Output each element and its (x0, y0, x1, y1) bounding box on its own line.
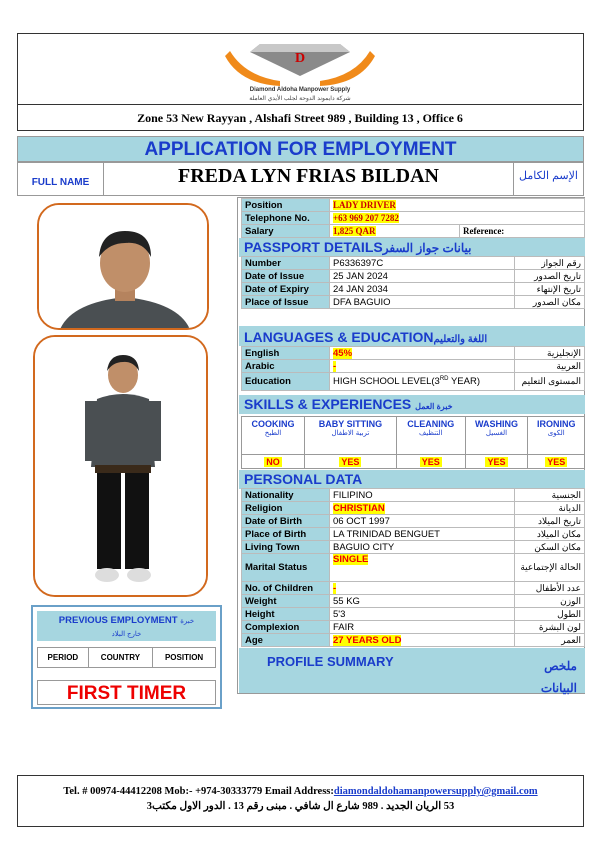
nationality-label: Nationality (242, 489, 330, 502)
portrait-photo (37, 203, 209, 330)
marital-status-value: SINGLE (333, 554, 369, 565)
previous-employment-title-ar-2: خارج البلاد (111, 631, 142, 638)
salary-label: Salary (242, 225, 330, 238)
place-of-issue-ar: مكان الصدور (515, 296, 585, 309)
passport-number-ar: رقم الجواز (515, 257, 585, 270)
religion-value: CHRISTIAN (333, 502, 385, 514)
company-name-en: Diamond Aldoha Manpower Supply (249, 87, 351, 93)
skill-cleaning-ar: التنظيف (419, 430, 443, 437)
arabic-label: Arabic (242, 360, 330, 373)
reference-label: Reference: (460, 225, 585, 238)
company-name-ar: شركة دايموند الدوحة لجلب الأيدي العاملة (249, 96, 351, 102)
passport-table (241, 256, 585, 309)
languages-title: LANGUAGES & EDUCATION (244, 329, 434, 345)
living-town-value: BAGUIO CITY (330, 541, 515, 554)
col-position: POSITION (153, 648, 216, 668)
full-body-photo (33, 335, 208, 597)
skill-washing-value: YES (487, 456, 506, 467)
education-value-text: HIGH SCHOOL LEVEL(3 (333, 376, 440, 388)
height-ar: الطول (515, 608, 585, 621)
skill-ironing (528, 417, 585, 455)
date-of-expiry-ar: تاريخ الإنتهاء (515, 283, 585, 296)
skill-baby-sitting-ar: تربية الاطفال (331, 430, 370, 437)
previous-employment-title: PREVIOUS EMPLOYMENT (58, 615, 178, 626)
place-of-birth-ar: مكان الميلاد (515, 528, 585, 541)
nationality-ar: الجنسية (515, 489, 585, 502)
passport-number-value: P6336397C (330, 257, 515, 270)
skill-cooking-label: COOKING (251, 419, 295, 429)
children-value: - (333, 582, 337, 594)
footer (17, 775, 584, 827)
skill-cooking-value: NO (266, 456, 280, 467)
position-label: Position (242, 199, 330, 212)
english-value: 45% (333, 347, 353, 359)
living-town-label: Living Town (242, 541, 330, 554)
skill-washing-ar: الغسيل (485, 430, 508, 437)
form-title: APPLICATION FOR EMPLOYMENT (17, 136, 584, 162)
english-label: English (242, 347, 330, 360)
complexion-value: FAIR (330, 621, 515, 634)
previous-employment-header (37, 611, 216, 641)
age-ar: العمر (515, 634, 585, 647)
height-label: Height (242, 608, 330, 621)
profile-summary-title-ar: ملخص البيانات (540, 659, 577, 695)
footer-email-link[interactable]: diamondaldohamanpowersupply@gmail.com (333, 786, 538, 797)
personal-section-header (239, 470, 585, 489)
skill-ironing-value: YES (547, 456, 566, 467)
position-value: LADY DRIVER (333, 199, 396, 210)
skills-title: SKILLS & EXPERIENCES (244, 396, 412, 412)
english-ar: الإنجليزية (515, 347, 585, 360)
previous-employment-table (37, 647, 216, 668)
passport-title: PASSPORT DETAILS (244, 239, 383, 255)
nationality-value: FILIPINO (330, 489, 515, 502)
weight-ar: الوزن (515, 595, 585, 608)
complexion-label: Complexion (242, 621, 330, 634)
previous-employment-title-ar-1: خبرة (180, 618, 195, 625)
date-of-expiry-value: 24 JAN 2034 (330, 283, 515, 296)
skill-baby-sitting-label: BABY SITTING (318, 419, 383, 429)
age-value: 27 YEARS OLD (333, 634, 402, 646)
skill-cooking (242, 417, 305, 455)
education-label: Education (242, 373, 330, 391)
arabic-ar: العربية (515, 360, 585, 373)
office-address: Zone 53 New Rayyan , Alshafi Street 989 , Building 13 , Office 6 (18, 104, 582, 131)
first-timer-label: FIRST TIMER (37, 680, 216, 705)
arabic-value: - (333, 360, 337, 372)
age-label: Age (242, 634, 330, 647)
skill-cleaning (396, 417, 465, 455)
religion-label: Religion (242, 502, 330, 515)
skills-table (241, 416, 585, 469)
religion-ar: الديانة (515, 502, 585, 515)
living-town-ar: مكان السكن (515, 541, 585, 554)
skill-cleaning-value: YES (421, 456, 440, 467)
date-of-issue-ar: تاريخ الصدور (515, 270, 585, 283)
skill-cooking-ar: الطبخ (264, 430, 282, 437)
weight-value: 55 KG (330, 595, 515, 608)
telephone-value: +63 969 207 7282 (333, 212, 399, 223)
languages-section-header (239, 326, 585, 346)
full-name-label-ar: الإسم الكامل (519, 170, 578, 182)
salary-value: 1,825 QAR (333, 225, 376, 236)
date-of-birth-ar: تاريخ الميلاد (515, 515, 585, 528)
full-name-row (17, 162, 584, 196)
date-of-issue-value: 25 JAN 2024 (330, 270, 515, 283)
skill-cleaning-label: CLEANING (407, 419, 455, 429)
skill-ironing-ar: الكوى (547, 430, 565, 437)
education-value-suffix: YEAR) (448, 376, 481, 388)
date-of-birth-value: 06 OCT 1997 (330, 515, 515, 528)
previous-employment-box (31, 605, 222, 709)
education-ar: المستوى التعليم (515, 373, 585, 391)
personal-table (241, 488, 585, 647)
children-ar: عدد الأطفال (515, 582, 585, 595)
education-value-sup: RD (439, 375, 449, 382)
personal-title: PERSONAL DATA (244, 471, 363, 487)
marital-status-ar: الحالة الإجتماعية (515, 554, 585, 582)
skills-title-ar: خبرة العمل (415, 402, 453, 411)
marital-status-label: Marital Status (242, 554, 330, 582)
complexion-ar: لون البشرة (515, 621, 585, 634)
weight-label: Weight (242, 595, 330, 608)
languages-title-ar: اللغة والتعليم (433, 334, 488, 345)
profile-summary (239, 648, 585, 693)
place-of-birth-label: Place of Birth (242, 528, 330, 541)
date-of-issue-label: Date of Issue (242, 270, 330, 283)
height-value: 5'3 (330, 608, 515, 621)
col-period: PERIOD (38, 648, 89, 668)
telephone-label: Telephone No. (242, 212, 330, 225)
skill-baby-sitting-value: YES (341, 456, 360, 467)
place-of-issue-value: DFA BAGUIO (330, 296, 515, 309)
col-country: COUNTRY (88, 648, 152, 668)
skill-baby-sitting (304, 417, 396, 455)
passport-number-label: Number (242, 257, 330, 270)
skills-section-header (239, 395, 585, 414)
position-table (241, 198, 585, 238)
full-name-label: FULL NAME (18, 163, 104, 195)
education-value (330, 373, 515, 391)
date-of-expiry-label: Date of Expiry (242, 283, 330, 296)
place-of-issue-label: Place of Issue (242, 296, 330, 309)
full-name-value: FREDA LYN FRIAS BILDAN (104, 163, 514, 195)
footer-contact (18, 784, 583, 799)
languages-table (241, 346, 585, 391)
skill-ironing-label: IRONING (536, 419, 576, 429)
place-of-birth-value: LA TRINIDAD BENGUET (330, 528, 515, 541)
footer-address-ar: 53 الريان الجديد . 989 شارع ال شافي . مبنى رقم 13 . الدور الاول مكتب3 (146, 801, 455, 812)
passport-section-header (239, 238, 585, 257)
date-of-birth-label: Date of Birth (242, 515, 330, 528)
skill-washing-label: WASHING (474, 419, 518, 429)
svg-text:D: D (294, 51, 306, 66)
passport-title-ar: بيانات جواز السفر (382, 241, 472, 255)
profile-summary-title: PROFILE SUMMARY (267, 654, 394, 669)
skill-washing (465, 417, 528, 455)
children-label: No. of Children (242, 582, 330, 595)
footer-contact-text: Tel. # 00974-44412208 Mob:- +974-30333779 Email Address: (63, 786, 334, 797)
